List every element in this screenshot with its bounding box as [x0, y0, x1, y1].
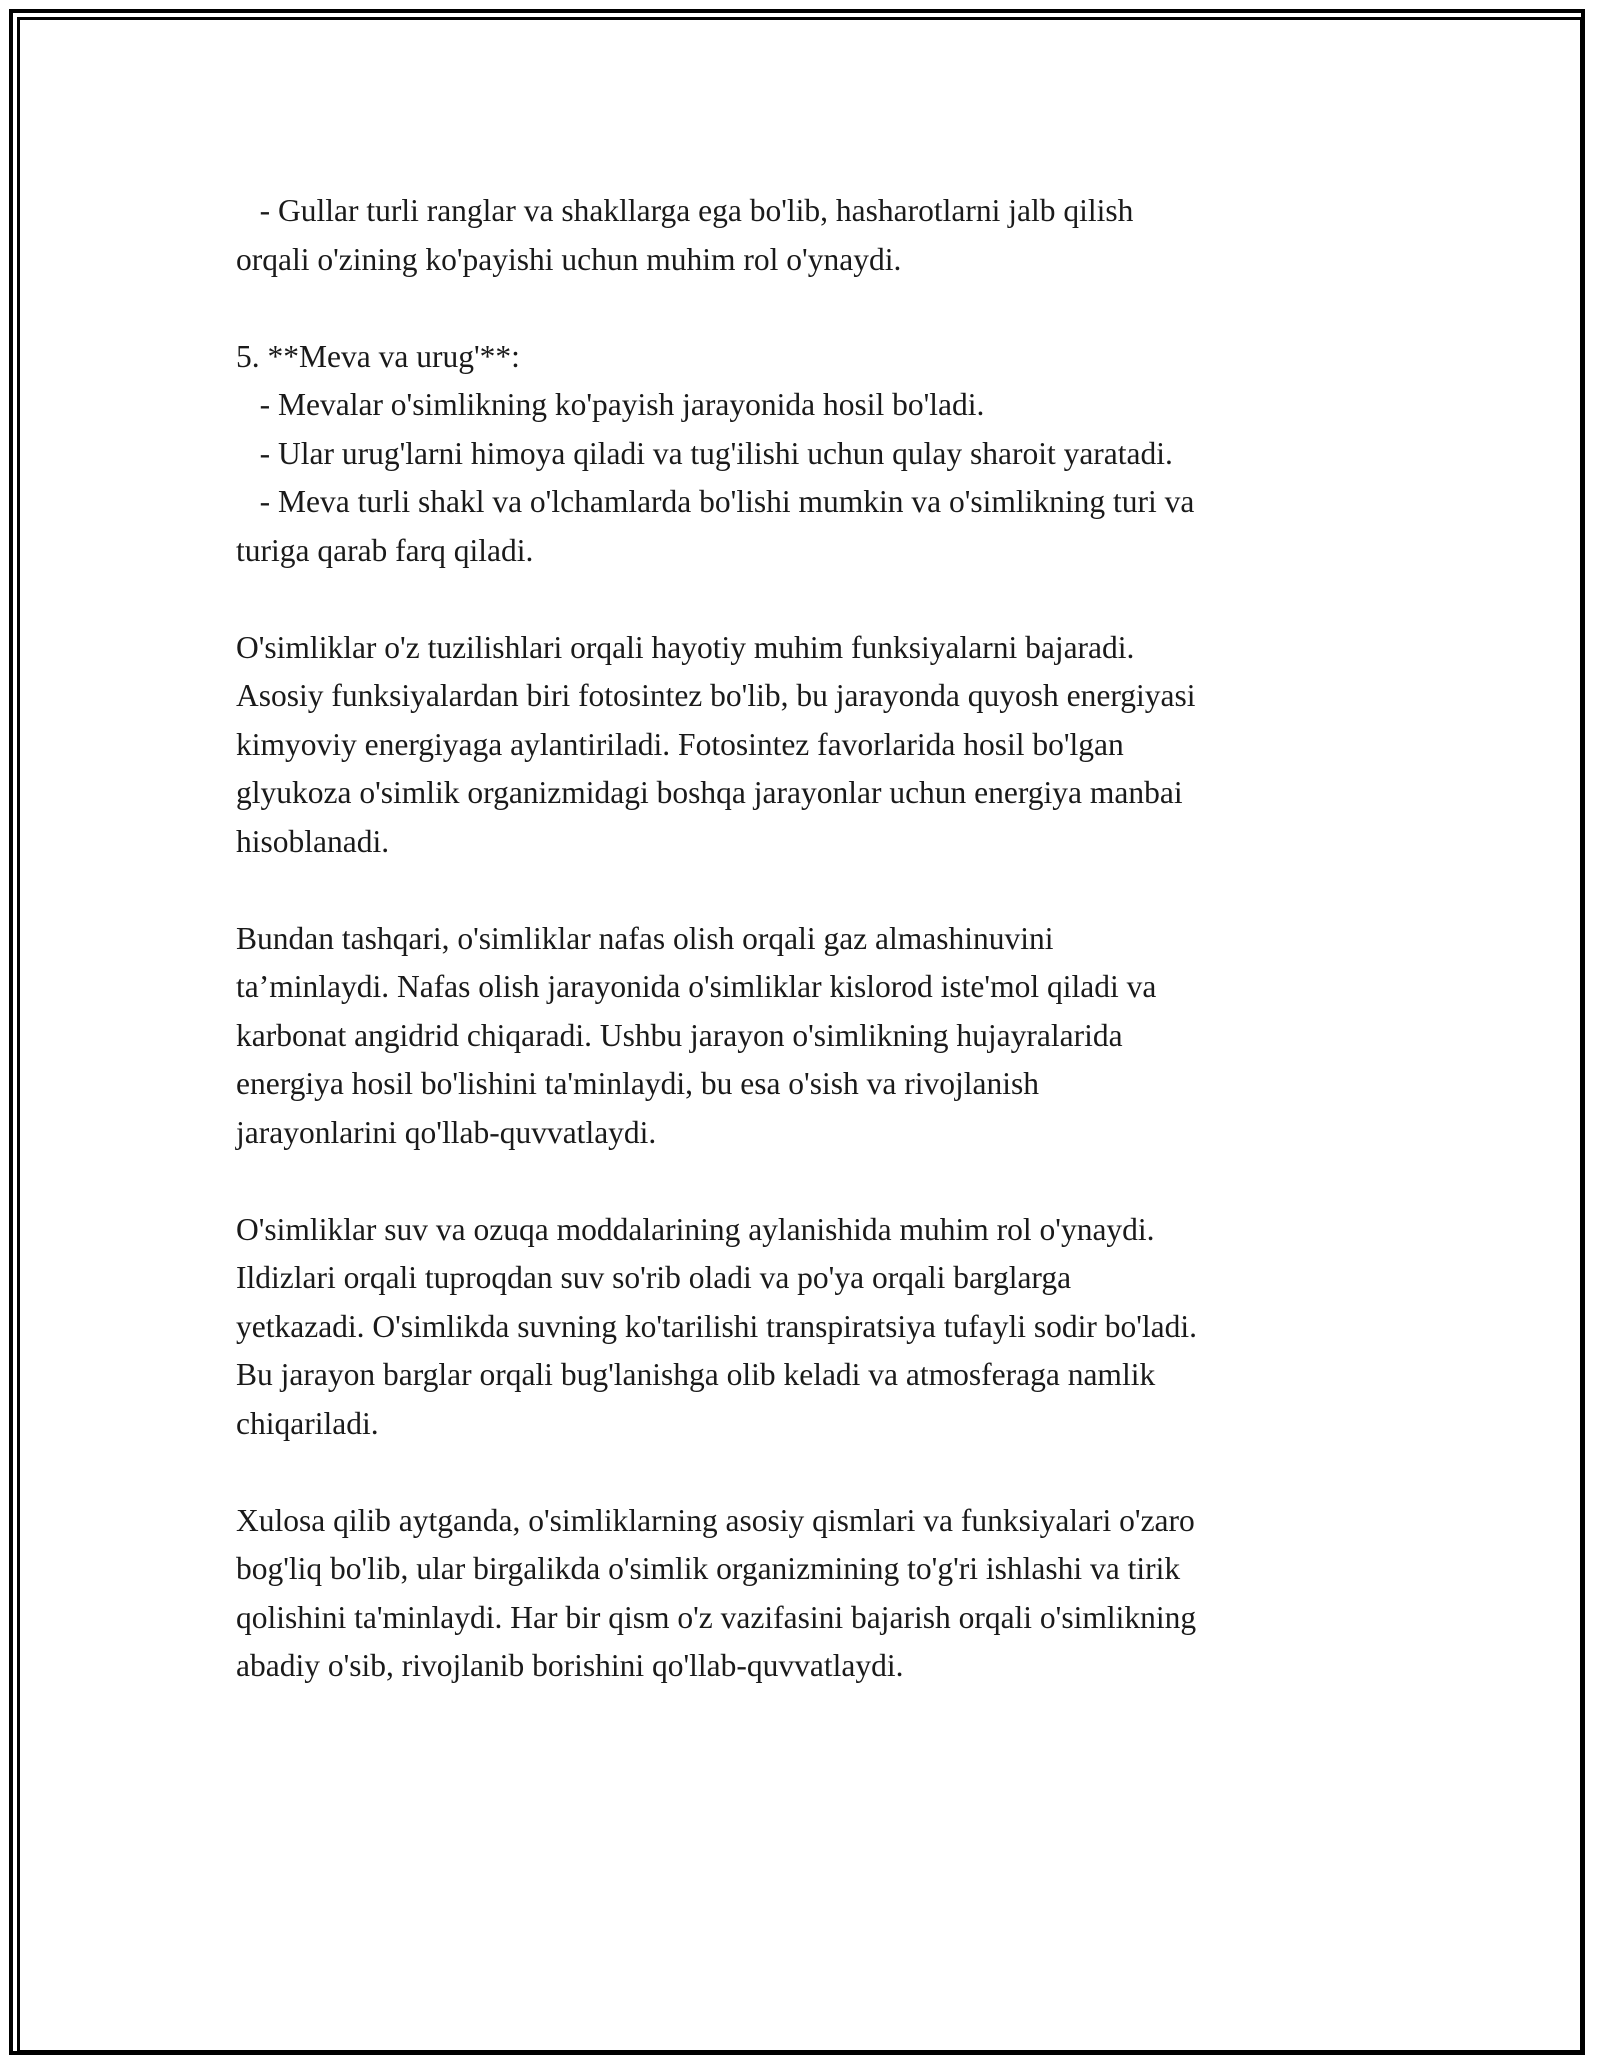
paragraph-line: kimyoviy energiyaga aylantiriladi. Fotosintez favorlarida hosil bo'lgan: [236, 726, 1124, 762]
bullet-line: - Meva turli shakl va o'lchamlarda bo'lishi mumkin va o'simlikning turi va: [236, 484, 1195, 519]
paragraph-line: Xulosa qilib aytganda, o'simliklarning asosiy qismlari va funksiyalari o'zaro: [236, 1502, 1195, 1538]
text-line: turiga qarab farq qiladi.: [236, 532, 534, 568]
text-line: - Gullar turli ranglar va shakllarga ega bo'lib, hasharotlarni jalb qilish: [236, 193, 1134, 228]
section-heading: 5. **Meva va urug'**:: [236, 338, 520, 374]
paragraph-line: Asosiy funksiyalardan biri fotosintez bo'lib, bu jarayonda quyosh energiyasi: [236, 678, 1196, 713]
paragraph-line: Bu jarayon barglar orqali bug'lanishga olib keladi va atmosferaga namlik: [236, 1357, 1156, 1392]
bullet-line: - Mevalar o'simlikning ko'payish jarayonida hosil bo'ladi.: [236, 387, 985, 422]
blank-line: [236, 1448, 1366, 1497]
paragraph-line: energiya hosil bo'lishini ta'minlaydi, bu esa o'sish va rivojlanish: [236, 1066, 1039, 1101]
paragraph-line: chiqariladi.: [236, 1405, 379, 1441]
paragraph-line: qolishini ta'minlaydi. Har bir qism o'z vazifasini bajarish orqali o'simlikning: [236, 1599, 1197, 1635]
blank-line: [236, 284, 1366, 333]
paragraph-line: ta’minlaydi. Nafas olish jarayonida o'simliklar kislorod iste'mol qiladi va: [236, 969, 1157, 1004]
blank-line: [236, 866, 1366, 915]
paragraph-line: karbonat angidrid chiqaradi. Ushbu jarayon o'simlikning hujayralarida: [236, 1017, 1123, 1053]
paragraph-line: glyukoza o'simlik organizmidagi boshqa jarayonlar uchun energiya manbai: [236, 775, 1183, 810]
blank-line: [236, 1157, 1366, 1206]
blank-line: [236, 575, 1366, 624]
text-line: orqali o'zining ko'payishi uchun muhim rol o'ynaydi.: [236, 241, 902, 277]
paragraph-line: O'simliklar o'z tuzilishlari orqali hayotiy muhim funksiyalarni bajaradi.: [236, 629, 1135, 665]
document-body: [236, 187, 1366, 1691]
paragraph-line: hisoblanadi.: [236, 823, 390, 859]
bullet-line: - Ular urug'larni himoya qiladi va tug'ilishi uchun qulay sharoit yaratadi.: [236, 435, 1173, 471]
paragraph-line: bog'liq bo'lib, ular birgalikda o'simlik organizmining to'g'ri ishlashi va tirik: [236, 1551, 1181, 1586]
paragraph-line: jarayonlarini qo'llab-quvvatlaydi.: [236, 1114, 657, 1150]
paragraph-line: Bundan tashqari, o'simliklar nafas olish orqali gaz almashinuvini: [236, 920, 1054, 956]
paragraph-line: yetkazadi. O'simlikda suvning ko'tarilishi transpiratsiya tufayli sodir bo'ladi.: [236, 1308, 1197, 1344]
paragraph-line: O'simliklar suv va ozuqa moddalarining aylanishida muhim rol o'ynaydi.: [236, 1211, 1155, 1247]
paragraph-line: Ildizlari orqali tuproqdan suv so'rib oladi va po'ya orqali barglarga: [236, 1260, 1072, 1295]
paragraph-line: abadiy o'sib, rivojlanib borishini qo'llab-quvvatlaydi.: [236, 1648, 904, 1683]
